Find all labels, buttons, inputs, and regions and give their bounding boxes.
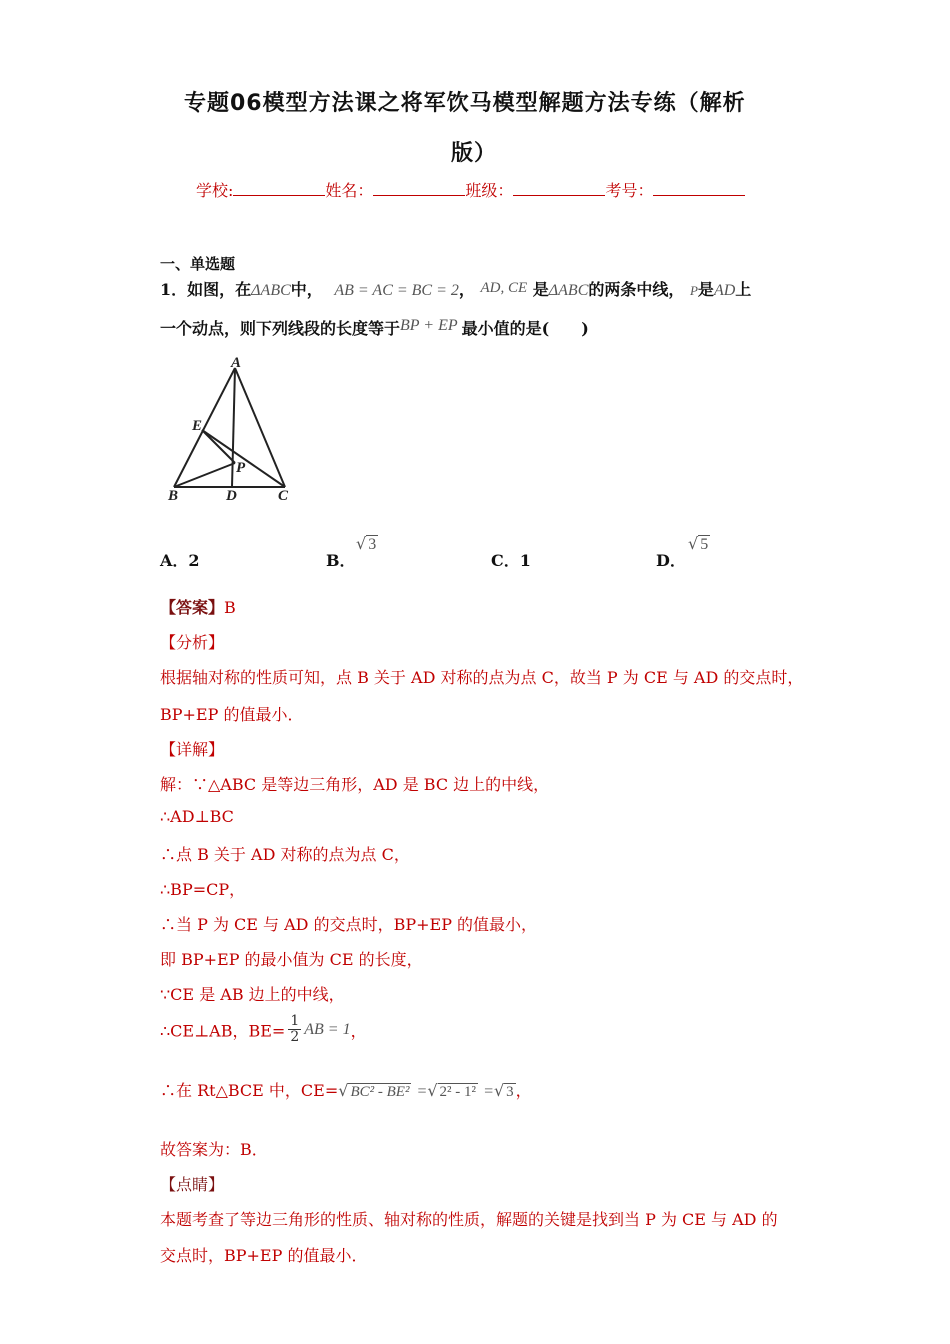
fraction-denominator: 2 (290, 1029, 300, 1046)
step-text: ， (515, 1081, 532, 1100)
analysis-label: 【分析】 (160, 633, 225, 652)
detail-step-7: ∵CE 是 AB 边上的中线， (160, 985, 345, 1004)
exam-number-label: 考号： (605, 181, 654, 200)
detail-step-6: 即 BP+EP 的最小值为 CE 的长度， (160, 950, 423, 969)
math-point-p: P (689, 283, 698, 298)
analysis-text-line-1: 根据轴对称的性质可知，点 B 关于 AD 对称的点为点 C，故当 P 为 CE 与 AD 的交点时， (160, 668, 804, 687)
math-medians: AD, CE (480, 280, 528, 296)
label-e: E (192, 418, 203, 434)
comment-text-line-2: 交点时，BP+EP 的值最小． (160, 1246, 368, 1265)
detail-step-4: ∴BP=CP， (160, 880, 246, 899)
comment-text-line-1: 本题考查了等边三角形的性质、轴对称的性质，解题的关键是找到当 P 为 CE 与 AD 的 (160, 1210, 778, 1229)
exam-number-blank[interactable] (653, 194, 745, 196)
name-label: 姓名： (325, 181, 374, 200)
fraction-one-half (288, 1014, 301, 1046)
class-blank[interactable] (513, 194, 605, 196)
option-letter: D． (656, 551, 686, 570)
option-letter: C． (491, 551, 520, 570)
label-c: C (278, 488, 289, 504)
math-sqrt-bc2-be2: BC² - BE² (350, 1084, 410, 1100)
detail-conclusion: 故答案为：B． (160, 1140, 268, 1159)
math-equals: = (416, 1083, 428, 1100)
question-text: 中， (290, 280, 323, 299)
option-letter: A． (160, 551, 189, 570)
option-value: 2 (188, 551, 200, 570)
question-text: 是 (697, 280, 714, 299)
detail-step-2: ∴AD⊥BC (160, 807, 234, 826)
math-sqrt-4-1: 2² - 1² (439, 1084, 477, 1100)
detail-step-5: ∴当 P 为 CE 与 AD 的交点时，BP+EP 的值最小， (160, 915, 538, 934)
comment-label: 【点睛】 (160, 1175, 225, 1194)
option-value: 3 (368, 536, 377, 553)
step-text: ， (350, 1021, 367, 1041)
option-value: 5 (700, 536, 709, 553)
math-equal-sides: AB = AC = BC = 2 (334, 282, 459, 299)
question-line-1 (160, 277, 751, 300)
name-blank[interactable] (373, 194, 465, 196)
segment-ep (202, 430, 235, 463)
segment-bp (174, 463, 235, 487)
label-d: D (226, 488, 237, 504)
option-a[interactable] (160, 548, 200, 571)
label-a: A (231, 355, 242, 371)
page-title: 专题06模型方法课之将军饮马模型解题方法专练（解析 (184, 91, 746, 116)
math-sqrt-3: 3 (506, 1084, 514, 1100)
question-text: 上 (735, 280, 752, 299)
option-b-value: √ 3 (356, 534, 377, 553)
school-blank[interactable] (233, 194, 325, 196)
math-ab-equals-1: AB = 1 (304, 1020, 351, 1038)
option-letter: B． (326, 551, 356, 570)
fraction-numerator: 1 (290, 1013, 300, 1029)
answer-value: B (224, 598, 236, 617)
option-d-value: √ 5 (688, 534, 709, 553)
question-line-2 (160, 316, 589, 339)
student-info-line (196, 178, 745, 201)
detail-step-8 (160, 1014, 367, 1046)
detail-label: 【详解】 (160, 740, 225, 759)
step-text: ∴在 Rt△BCE 中，CE= (160, 1081, 339, 1100)
question-text: 的两条中线， (588, 280, 685, 299)
question-number: 1． (160, 280, 188, 299)
option-value: 1 (519, 551, 531, 570)
question-text: 一个动点，则下列线段的长度等于 (160, 319, 401, 338)
math-segment-ad: AD (713, 282, 736, 299)
math-triangle-abc: ΔABC (548, 282, 589, 299)
math-bp-plus-ep: BP + EP (400, 317, 458, 334)
detail-step-9: ∴在 Rt△BCE 中，CE=√ BC² - BE² =√ 2² - 1² =√ 3 ， (160, 1081, 532, 1100)
math-triangle-abc: ΔABC (251, 282, 291, 299)
question-text: 是 (532, 280, 549, 299)
answer-label: 【答案】 (160, 598, 225, 617)
option-d[interactable] (656, 548, 686, 571)
class-label: 班级： (465, 181, 514, 200)
option-b[interactable] (326, 548, 356, 571)
analysis-text-line-2: BP+EP 的值最小． (160, 705, 304, 724)
school-label: 学校: (196, 181, 234, 200)
triangle-figure (160, 352, 320, 512)
label-b: B (168, 488, 179, 504)
label-p: P (236, 460, 246, 476)
section-heading: 一、单选题 (160, 255, 236, 273)
question-text: 最小值的是( ) (461, 319, 589, 338)
step-text: ∴CE⊥AB，BE= (160, 1021, 286, 1041)
segment-ab (174, 368, 235, 487)
question-text: ， (458, 280, 475, 299)
page-title-line2: 版） (451, 141, 498, 166)
question-text: 如图，在 (187, 280, 252, 299)
detail-step-3: ∴点 B 关于 AD 对称的点为点 C， (160, 845, 410, 864)
option-c[interactable] (491, 548, 531, 571)
answer-line (160, 595, 236, 618)
math-equals: = (483, 1083, 494, 1100)
detail-step-1: 解：∵△ABC 是等边三角形，AD 是 BC 边上的中线， (160, 775, 550, 794)
segment-ad (232, 368, 235, 487)
